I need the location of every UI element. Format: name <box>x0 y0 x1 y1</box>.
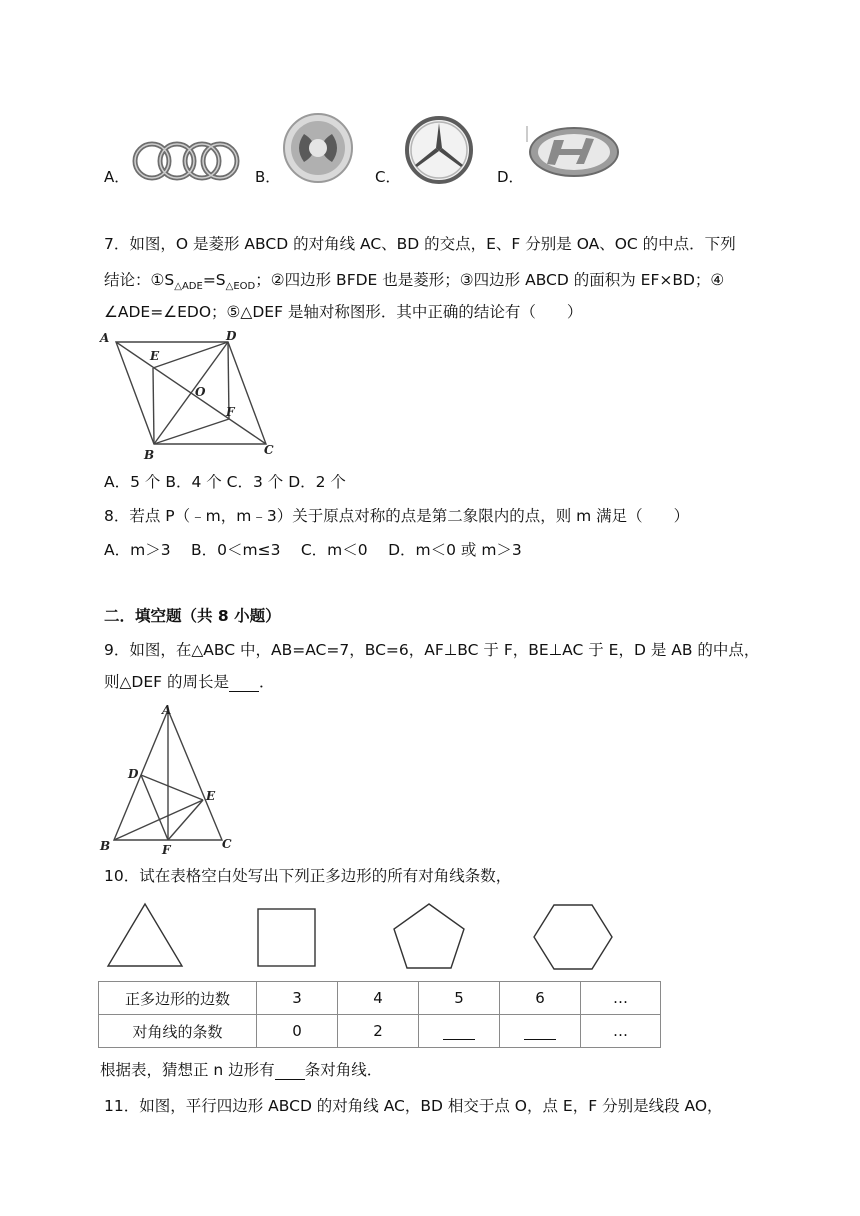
option-c-label: C． <box>375 168 401 186</box>
table-cell: … <box>581 1015 661 1048</box>
q8-stem: 8．若点 P（﹣m，m﹣3）关于原点对称的点是第二象限内的点，则 m 满足（ ） <box>104 507 690 525</box>
hyundai-logo <box>524 122 620 180</box>
pentagon-shape <box>394 904 464 968</box>
q7-line2: 结论：$①S_{\triangle ADE}=S_{\triangle EOD}$；②四边形 BFDE 也是菱形；③四边形 ABCD 的面积为 EF×BD；④ <box>104 271 725 293</box>
table-row <box>99 982 661 1015</box>
table-cell: … <box>581 982 661 1015</box>
label-d: D <box>226 329 237 343</box>
label-b: B <box>100 839 111 853</box>
dongfeng-logo <box>280 112 356 184</box>
table-cell: 3 <box>257 982 338 1015</box>
q9-answer-blank[interactable] <box>229 677 259 692</box>
hexagon-answer-blank[interactable] <box>524 1025 556 1040</box>
option-b-label: B． <box>255 168 281 186</box>
rhombus-figure <box>98 328 288 462</box>
option-a-label: A． <box>104 168 130 186</box>
pentagon-answer-blank[interactable] <box>443 1025 475 1040</box>
triangle-shape <box>108 904 182 966</box>
polygons-figure <box>98 896 638 976</box>
label-d: D <box>128 767 139 781</box>
table-cell: 正多边形的边数 <box>99 982 257 1015</box>
table-cell[interactable] <box>419 1015 500 1048</box>
label-a: A <box>100 331 110 345</box>
label-o: O <box>195 385 206 399</box>
mercedes-star-logo <box>402 115 476 185</box>
audi-rings-logo <box>130 140 242 182</box>
hexagon-shape <box>534 905 612 969</box>
table-cell: 4 <box>338 982 419 1015</box>
table-cell: 2 <box>338 1015 419 1048</box>
n-gon-answer-blank[interactable] <box>275 1065 305 1080</box>
section2-title: 二．填空题（共 8 小题） <box>104 607 281 625</box>
table-cell: 5 <box>419 982 500 1015</box>
q7-line1: 7．如图，O 是菱形 ABCD 的对角线 AC、BD 的交点，E、F 分别是 OA、OC 的中点．下列 <box>104 235 736 253</box>
label-f: F <box>162 843 171 857</box>
square-shape <box>258 909 315 966</box>
q7-options: A．5 个 B．4 个 C．3 个 D．2 个 <box>104 473 346 491</box>
label-c: C <box>264 443 274 457</box>
q10-stem: 10．试在表格空白处写出下列正多边形的所有对角线条数， <box>104 867 512 885</box>
label-b: B <box>144 448 155 462</box>
label-e: E <box>206 789 216 803</box>
q9-line1: 9．如图，在△ABC 中，AB=AC=7，BC=6，AF⊥BC 于 F，BE⊥AC 于 E，D 是 AB 的中点， <box>104 641 760 659</box>
label-a: A <box>162 703 172 717</box>
table-cell: 对角线的条数 <box>99 1015 257 1048</box>
triangle-figure <box>98 700 238 858</box>
option-d-label: D． <box>497 168 524 186</box>
diagonal-table <box>98 981 661 1048</box>
q9-line2: 则△DEF 的周长是 ． <box>104 673 275 691</box>
label-c: C <box>222 837 232 851</box>
q11-line1: 11．如图，平行四边形 ABCD 的对角线 AC，BD 相交于点 O，点 E，F 分别是线段 AO， <box>104 1097 723 1115</box>
q8-options: A．m＞3 B．0＜m≤3 C．m＜0 D．m＜0 或 m＞3 <box>104 541 522 559</box>
q7-line3: ∠ADE=∠EDO；⑤△DEF 是轴对称图形．其中正确的结论有（ ） <box>104 303 583 321</box>
label-e: E <box>150 349 160 363</box>
table-cell[interactable] <box>500 1015 581 1048</box>
q10-conclusion: 根据表，猜想正 n 边形有 条对角线． <box>100 1061 383 1079</box>
label-f: F <box>226 405 235 419</box>
table-cell: 0 <box>257 1015 338 1048</box>
table-row <box>99 1015 661 1048</box>
table-cell: 6 <box>500 982 581 1015</box>
